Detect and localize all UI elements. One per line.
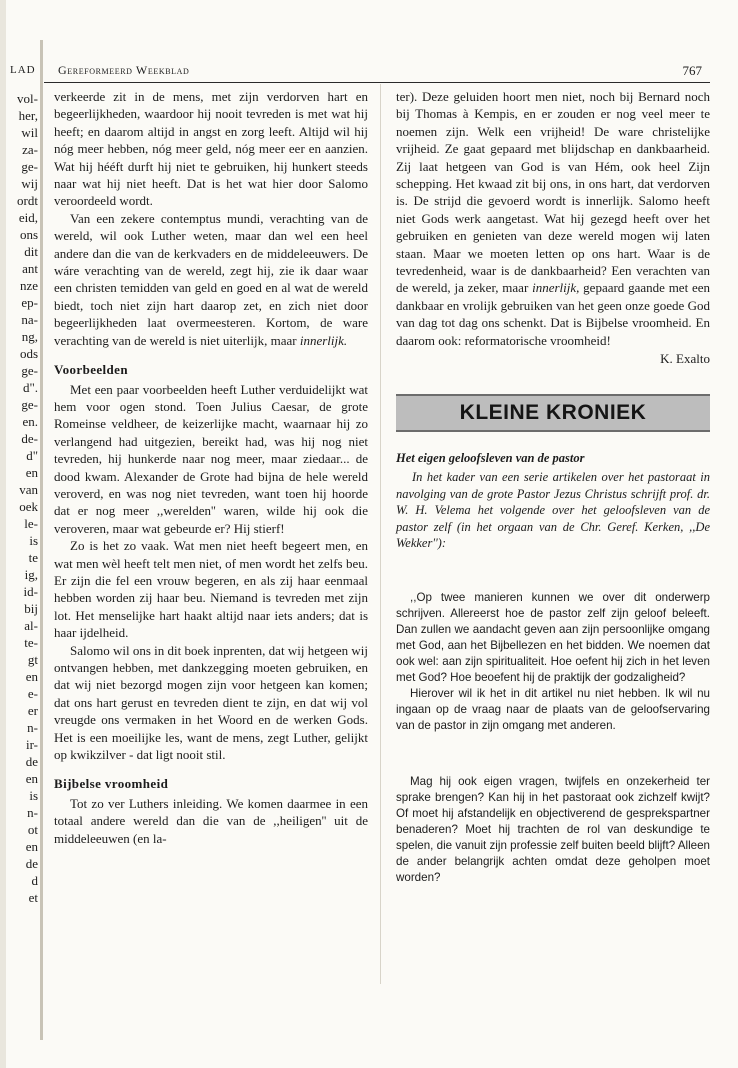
edge-fragment: le-	[24, 516, 38, 531]
page-binding	[40, 40, 43, 1040]
edge-fragment: d".	[22, 380, 38, 395]
edge-fragment: gt	[27, 652, 38, 667]
edge-fragment: e-	[27, 686, 38, 701]
edge-fragment: vol-	[17, 91, 38, 106]
edge-fragment: te	[28, 550, 38, 565]
edge-fragment: na-	[21, 312, 38, 327]
edge-fragment: te-	[24, 635, 38, 650]
edge-fragment: wij	[21, 176, 38, 191]
edge-fragment: n-	[27, 805, 38, 820]
edge-fragment: ge-	[21, 159, 38, 174]
paragraph-text: ter). Deze geluiden hoort men niet, noch bij Bernard noch bij Thomas à Kempis, en er zouden er nog veel meer te noemen zijn. Welk een vrijheid! De ware christelijke vrijheid. Ze gaat gepaard met blijdschap en dankbaarheid. Zij laat hetgeen van God is van Hém, ook heel Zijn schepping. Het kwaad zit bij ons, in ons hart, dat verdorven is. De strijd die gevoerd wordt is innerlijk. Salomo heeft niet Gods werk aangetast. Wat hij gezegd heeft over het gebruiken en genieten van deze wereld mogen wij laten staan. Maar we moeten letten op ons hart. Waar is de tevredenheid, waar is de dankbaarheid? Een verachten van de wereld, ja zeker, maar	[396, 89, 710, 296]
previous-page-header-fragment: LAD	[10, 64, 36, 76]
page-header	[0, 60, 720, 82]
edge-fragment: n-	[27, 720, 38, 735]
edge-fragment: ge-	[21, 397, 38, 412]
edge-fragment: en.	[22, 414, 38, 429]
paragraph	[54, 210, 368, 349]
emphasis: innerlijk.	[299, 332, 348, 348]
paragraph	[396, 88, 710, 349]
edge-fragment: d"	[26, 448, 38, 463]
spacer	[396, 552, 710, 590]
section-heading: Voorbeelden	[54, 362, 128, 378]
edge-fragment: d	[31, 873, 38, 888]
page-number: 767	[682, 63, 702, 78]
edge-fragment: ir-	[25, 737, 38, 752]
paragraph: Met een paar voorbeelden heeft Luther verduidelijkt wat hem voor ogen stond. Toen Julius Caesar, de grote Romeinse veldheer, de keizerlijke macht, waarnaar hij zo verlangend had uitgezien, bereikt had, was hij nog niet tevreden, hij hunkerde naar nog meer, maar ziedaar... de dood kwam. Alexander de Grote had bijna de hele wereld veroverd, en was nog niet tevreden, want toen hij hoorde dat er nog meer ,,werelden'' waren, wilde hij ook die veroveren, maar wat gebeurde er? Hij stierf!	[54, 381, 368, 536]
paragraph: verkeerde zit in de mens, met zijn verdorven hart en begeerlijkheden, waardoor hij nooit tevreden is met wat hij heeft; en daarom altijd in angst en zorg leeft. Altijd wil hij nóg meer hebben, nóg meer geld, nóg meer eer en aanzien. Wat hij hééft durft hij niet te gebruiken, hij hunkert steeds naar wat hij niet heeft. Dat is het wat hier door Salomo veroordeeld wordt.	[54, 89, 368, 209]
edge-fragment: ot	[27, 822, 38, 837]
edge-fragment: en	[25, 771, 38, 786]
edge-fragment: er	[27, 703, 38, 718]
header-rule	[44, 82, 710, 83]
edge-fragment: ant	[22, 261, 38, 276]
spacer	[396, 734, 710, 774]
previous-page-text-fragments	[4, 90, 38, 906]
article-subheading: Het eigen geloofsleven van de pastor	[396, 450, 585, 465]
paragraph: Salomo wil ons in dit boek inprenten, dat wij hetgeen wij ontvangen hebben, met dankzegging moeten gebruiken, en dat wij niet bezorgd mogen zijn voor hetgeen kan komen; dat ons hart gerust en tevreden dient te zijn, en dat wij vol vreugde ons vermaken in het Woord en de werken Gods. Het is een moeilijke les, want de mens, zegt Luther, gelijkt op kwikzilver - dat ligt nooit stil.	[54, 642, 368, 763]
edge-fragment: ordt	[17, 193, 38, 208]
quote-paragraph: Hierover wil ik het in dit artikel nu niet hebben. Ik wil nu ingaan op de vraag naar de plaats van de geloofservaring van de pastor in zijn omgang met anderen.	[396, 686, 710, 732]
paragraph: Tot zo ver Luthers inleiding. We komen daarmee in een totaal andere wereld dan die van de ,,heiligen'' uit de middeleeuwen (en la-	[54, 795, 368, 846]
paragraph-text: Van een zekere contemptus mundi, verachting van de wereld, wil ook Luther weten, maar dan wel een heel andere dan die van de kerkvaders en de middeleeuwers. De wáre verachting van de wereld, zegt hij, zie ik daar waar een christen temidden van geld en goed en al wat de wereld biedt, toch niet zijn hart daarop zet, en zich niet door begeerlijkheden laat overmeesteren. Kortom, de ware verachting van de wereld is niet uiterlijk, maar	[54, 210, 368, 348]
publication-title: Gereformeerd Weekblad	[58, 63, 190, 77]
section-banner-title: KLEINE KRONIEK	[459, 400, 647, 424]
section-banner	[396, 394, 710, 432]
author-signature: K. Exalto	[660, 351, 710, 367]
edge-fragment: al-	[24, 618, 38, 633]
edge-fragment: ons	[19, 227, 38, 242]
edge-fragment: za-	[22, 142, 38, 157]
edge-fragment: dit	[24, 244, 38, 259]
edge-fragment: de-	[21, 431, 38, 446]
edge-fragment: nze	[19, 278, 38, 293]
edge-fragment: de	[25, 856, 38, 871]
edge-fragment: van	[19, 482, 38, 497]
paragraph: Zo is het zo vaak. Wat men niet heeft begeert men, en wat men wèl heeft telt men niet, of men wordt het zelfs beu. Er zijn die fel een vrouw begeren, en als zij haar eenmaal hebben worden zij haar beu. Niemand is tevreden met zijn lot. Het menselijke hart haakt altijd naar iets anders; dat is haar ijdelheid.	[54, 538, 368, 641]
quote-paragraph: ,,Op twee manieren kunnen we over dit onderwerp schrijven. Allereerst hoe de pastor zelf zijn geloof beleeft. Dan zullen we aandacht geven aan zijn persoonlijke omgang met God, aan het Bijbellezen en het bidden. We noemen dat ook wel: aan zijn spiritualiteit. Hoe oefent hij zich in het leven met God? Hoe beoefent hij de praktijk der godzaligheid?	[396, 590, 710, 684]
quoted-text	[396, 552, 710, 886]
edge-fragment: de	[25, 754, 38, 769]
article-intro: In het kader van een serie artikelen over het pastoraat in navolging van de grote Pastor Jezus Christus schrijft prof. dr. W. H. Velema het volgende over het geloofsleven van de pastor zelf (in het orgaan van de Chr. Geref. Kerken, ,,De Wekker''):	[396, 469, 710, 551]
column-separator	[380, 84, 381, 984]
article-column-right	[396, 88, 710, 886]
edge-fragment: ep-	[21, 295, 38, 310]
paragraph-text: gepaard gaande met een dankbaar en vrolijk gebruiken van het geen onze goede God van dag tot dag ons schenkt. Dat is Bijbelse vroomheid. En daarom ook: reformatorische vroomheid!	[396, 280, 711, 348]
edge-fragment: en	[25, 839, 38, 854]
edge-fragment: id-	[23, 584, 38, 599]
edge-fragment: en	[25, 669, 38, 684]
edge-fragment: is	[29, 788, 38, 803]
edge-fragment: en	[25, 465, 38, 480]
edge-fragment: ig,	[24, 567, 38, 582]
edge-fragment: her,	[18, 108, 38, 123]
edge-fragment: oek	[19, 499, 38, 514]
emphasis: innerlijk,	[532, 280, 580, 296]
edge-fragment: bij	[24, 601, 38, 616]
article-column-left	[54, 88, 368, 847]
edge-fragment: eid,	[18, 210, 38, 225]
edge-fragment: ge-	[21, 363, 38, 378]
edge-fragment: ods	[19, 346, 38, 361]
quote-paragraph: Mag hij ook eigen vragen, twijfels en onzekerheid ter sprake brengen? Kan hij in het pastoraat ook zichzelf kwijt? Of moet hij afstandelijk en objectiverend de gesprekspartner benaderen? Moet hij trachten de rol van deskundige te spelen, die vanuit zijn professie zelf buiten beeld blijft? Alleen de ander belangrijk achten omdat deze geholpen moet worden?	[396, 774, 710, 884]
edge-fragment: et	[28, 890, 38, 905]
section-heading: Bijbelse vroomheid	[54, 776, 169, 792]
edge-fragment: wil	[21, 125, 38, 140]
edge-fragment: ng,	[21, 329, 38, 344]
edge-fragment: is	[29, 533, 38, 548]
